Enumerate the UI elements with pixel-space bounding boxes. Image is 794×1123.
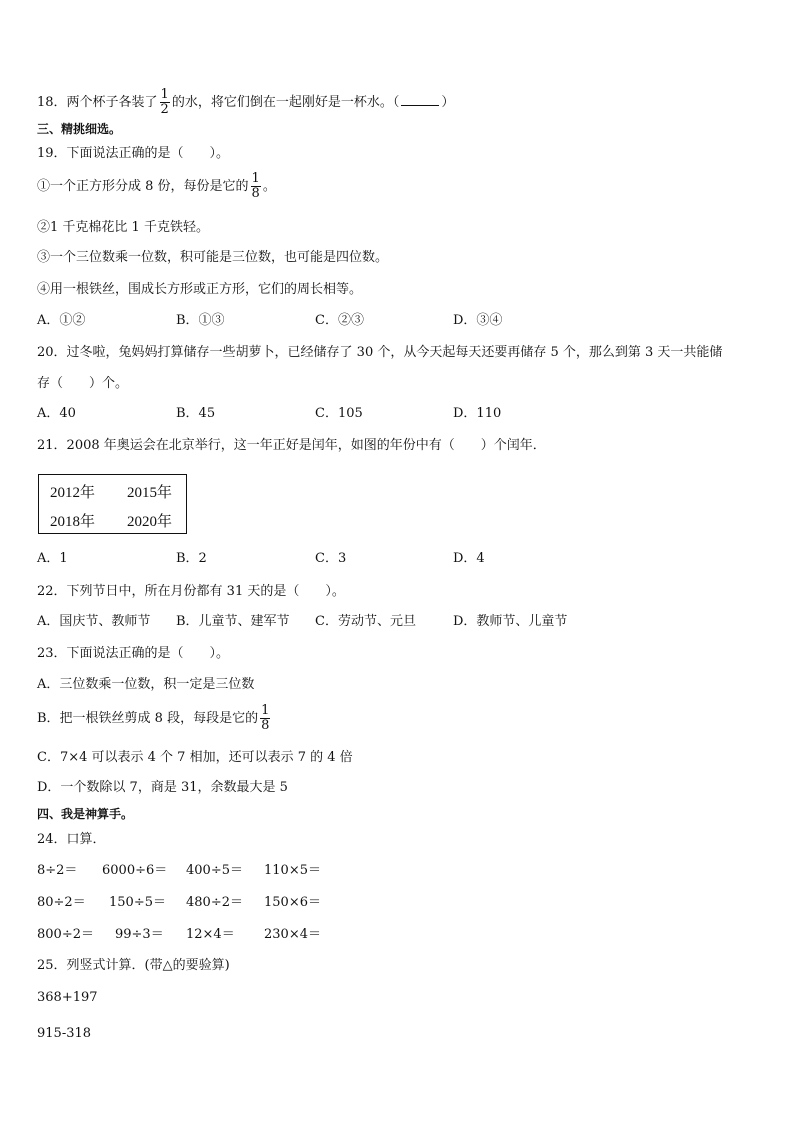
section-heading-3: 三、精挑细选。 bbox=[37, 122, 122, 136]
calc-item: 800÷2＝ bbox=[37, 927, 94, 942]
question-19-statement-1: ①一个正方形分成 8 份，每份是它的 $\frac{1}{8}$ 。 bbox=[37, 171, 276, 201]
calc-item: 6000÷6＝ bbox=[102, 863, 168, 878]
calc-item: 230×4＝ bbox=[264, 927, 321, 942]
question-20-line-2: 存（ ）个。 bbox=[37, 376, 129, 391]
fraction-one-eighth: $\frac{1}{8}$ bbox=[261, 703, 270, 733]
q21-option-c[interactable]: C．3 bbox=[315, 551, 347, 566]
calc-item: 480÷2＝ bbox=[186, 895, 243, 910]
calc-item: 80÷2＝ bbox=[37, 895, 86, 910]
q23-option-c[interactable]: C．7×4 可以表示 4 个 7 相加，还可以表示 7 的 4 倍 bbox=[37, 750, 353, 765]
answer-blank[interactable] bbox=[401, 93, 439, 106]
calc-item: 400÷5＝ bbox=[186, 863, 243, 878]
q18-text-post: 的水，将它们倒在一起刚好是一杯水。（ bbox=[171, 95, 400, 110]
q19-option-d[interactable]: D．③④ bbox=[453, 313, 503, 328]
calc-item: 8÷2＝ bbox=[37, 863, 78, 878]
year-2018: 2018年 bbox=[50, 514, 96, 530]
year-2012: 2012年 bbox=[50, 485, 96, 501]
question-21-stem: 21．2008 年奥运会在北京举行，这一年正好是闰年，如图的年份中有（ ）个闰年． bbox=[37, 438, 546, 453]
question-18: 18．两个杯子各装了 $\frac{1}{2}$ 的水，将它们倒在一起刚好是一杯水。（ ） bbox=[37, 87, 455, 117]
q19-option-c[interactable]: C．②③ bbox=[315, 313, 364, 328]
q19-option-b[interactable]: B．①③ bbox=[176, 313, 225, 328]
q19-option-a[interactable]: A．①② bbox=[37, 313, 86, 328]
question-22-stem: 22．下列节日中，所在月份都有 31 天的是（ ）。 bbox=[37, 584, 345, 599]
calc-item: 150÷5＝ bbox=[109, 895, 166, 910]
q22-option-c[interactable]: C．劳动节、元旦 bbox=[315, 614, 416, 629]
year-2020: 2020年 bbox=[127, 514, 173, 530]
fraction-one-half: $\frac{1}{2}$ bbox=[160, 87, 169, 117]
q23-option-b[interactable]: B．把一根铁丝剪成 8 段，每段是它的 $\frac{1}{8}$ bbox=[37, 703, 270, 733]
q21-option-d[interactable]: D．4 bbox=[453, 551, 485, 566]
question-19-statement-4: ④用一根铁丝，围成长方形或正方形，它们的周长相等。 bbox=[37, 282, 363, 297]
question-19-stem: 19．下面说法正确的是（ ）。 bbox=[37, 146, 230, 161]
q20-option-c[interactable]: C．105 bbox=[315, 406, 363, 421]
question-23-stem: 23．下面说法正确的是（ ）。 bbox=[37, 646, 230, 661]
q22-option-d[interactable]: D．教师节、儿童节 bbox=[453, 614, 568, 629]
q20-option-d[interactable]: D．110 bbox=[453, 406, 502, 421]
q25-expression-1: 368+197 bbox=[37, 990, 98, 1005]
section-heading-4: 四、我是神算手。 bbox=[37, 807, 134, 821]
question-19-statement-2: ②1 千克棉花比 1 千克铁轻。 bbox=[37, 220, 209, 235]
question-24-stem: 24．口算． bbox=[37, 832, 106, 847]
calc-item: 99÷3＝ bbox=[115, 927, 164, 942]
calc-item: 110×5＝ bbox=[264, 863, 321, 878]
q23-option-a[interactable]: A．三位数乘一位数，积一定是三位数 bbox=[37, 677, 255, 692]
fraction-one-eighth: $\frac{1}{8}$ bbox=[251, 171, 260, 201]
year-2015: 2015年 bbox=[127, 485, 173, 501]
calc-item: 12×4＝ bbox=[186, 927, 235, 942]
q21-option-a[interactable]: A．1 bbox=[37, 551, 68, 566]
q20-option-b[interactable]: B．45 bbox=[176, 406, 216, 421]
year-table bbox=[38, 474, 187, 534]
question-19-statement-3: ③一个三位数乘一位数，积可能是三位数，也可能是四位数。 bbox=[37, 250, 389, 265]
q22-option-a[interactable]: A．国庆节、教师节 bbox=[37, 614, 151, 629]
question-25-stem: 25．列竖式计算．(带△的要验算) bbox=[37, 958, 230, 973]
q20-option-a[interactable]: A．40 bbox=[37, 406, 76, 421]
q18-text-pre: 18．两个杯子各装了 bbox=[37, 95, 158, 110]
q23-option-d[interactable]: D．一个数除以 7，商是 31，余数最大是 5 bbox=[37, 780, 288, 795]
question-20-line-1: 20．过冬啦，兔妈妈打算储存一些胡萝卜，已经储存了 30 个，从今天起每天还要再储存 5 个，那么到第 3 天一共能储 bbox=[37, 345, 723, 360]
q25-expression-2: 915-318 bbox=[37, 1026, 92, 1041]
q22-option-b[interactable]: B．儿童节、建军节 bbox=[176, 614, 290, 629]
q21-option-b[interactable]: B．2 bbox=[176, 551, 207, 566]
calc-item: 150×6＝ bbox=[264, 895, 321, 910]
